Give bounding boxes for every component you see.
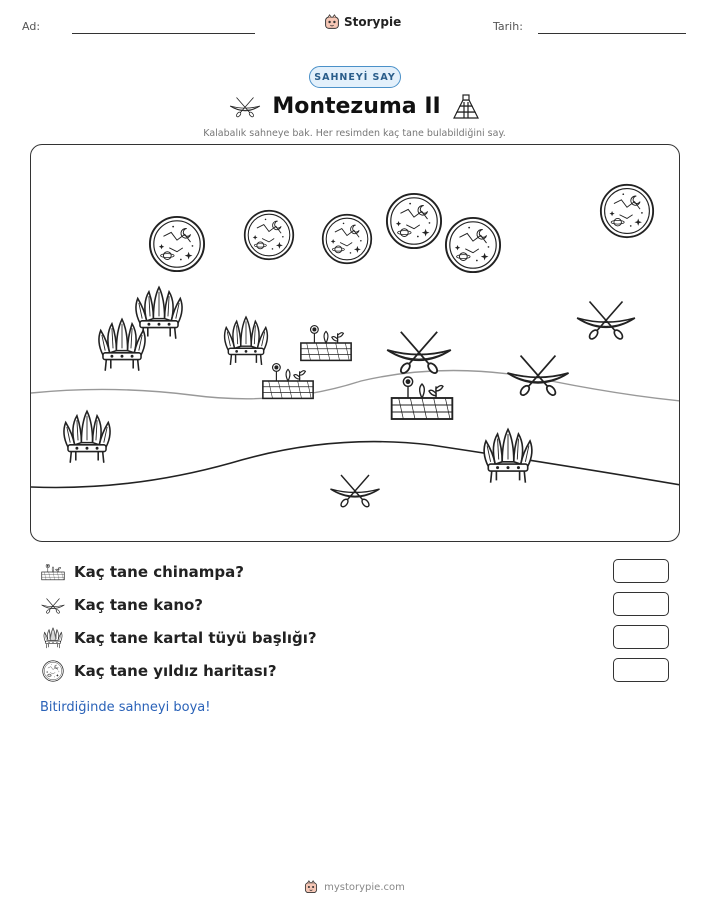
canoe-icon[interactable] <box>507 356 568 397</box>
storypie-logo-icon <box>324 14 340 30</box>
activity-badge: SAHNEYİ SAY <box>309 66 401 88</box>
chinampa-icon[interactable] <box>263 364 313 399</box>
name-line[interactable] <box>72 33 255 34</box>
answer-box-canoe[interactable] <box>613 592 669 616</box>
chinampa-icon <box>40 561 66 583</box>
canoe-icon[interactable] <box>331 475 380 508</box>
counting-scene[interactable] <box>30 144 680 542</box>
canoe-icon <box>40 594 66 616</box>
question-headdress <box>40 627 317 649</box>
headdress-icon[interactable] <box>99 319 145 371</box>
finish-instruction: Bitirdiğinde sahneyi boya! <box>40 700 211 715</box>
canoe-icon <box>228 94 262 118</box>
canoe-icon[interactable] <box>577 302 635 341</box>
question-text: Kaç tane yıldız haritası? <box>74 662 277 680</box>
question-chinampa <box>40 561 244 583</box>
headdress-icon[interactable] <box>484 429 532 482</box>
star-map-icon[interactable] <box>601 185 653 237</box>
headdress-icon[interactable] <box>64 411 110 463</box>
question-text: Kaç tane chinampa? <box>74 563 244 581</box>
chinampa-icon[interactable] <box>392 377 453 419</box>
question-text: Kaç tane kartal tüyü başlığı? <box>74 629 317 647</box>
question-star-map <box>40 660 277 682</box>
instructions: Kalabalık sahneye bak. Her resimden kaç tane bulabildiğini say. <box>203 128 506 139</box>
star-map-icon[interactable] <box>245 211 294 260</box>
brand-logo <box>324 14 401 30</box>
star-map-icon[interactable] <box>387 194 441 248</box>
star-map-icon[interactable] <box>446 218 500 272</box>
name-label: Ad: <box>22 20 41 33</box>
canoe-icon[interactable] <box>387 332 451 375</box>
headdress-icon <box>40 627 66 649</box>
date-label: Tarih: <box>493 20 523 33</box>
pyramid-icon <box>451 92 481 120</box>
answer-box-headdress[interactable] <box>613 625 669 649</box>
date-line[interactable] <box>538 33 686 34</box>
star-map-icon[interactable] <box>150 217 204 271</box>
footer <box>0 880 709 894</box>
answer-box-star-map[interactable] <box>613 658 669 682</box>
question-canoe <box>40 594 203 616</box>
storypie-logo-icon <box>304 880 318 894</box>
brand-name: Storypie <box>344 15 402 29</box>
answer-box-chinampa[interactable] <box>613 559 669 583</box>
footer-url[interactable]: mystorypie.com <box>324 881 405 893</box>
star-map-icon <box>40 660 66 682</box>
question-text: Kaç tane kano? <box>74 596 204 614</box>
headdress-icon[interactable] <box>225 317 268 365</box>
page-title: Montezuma II <box>272 93 441 119</box>
chinampa-icon[interactable] <box>301 326 351 361</box>
star-map-icon[interactable] <box>323 215 372 264</box>
title-row <box>0 92 709 120</box>
